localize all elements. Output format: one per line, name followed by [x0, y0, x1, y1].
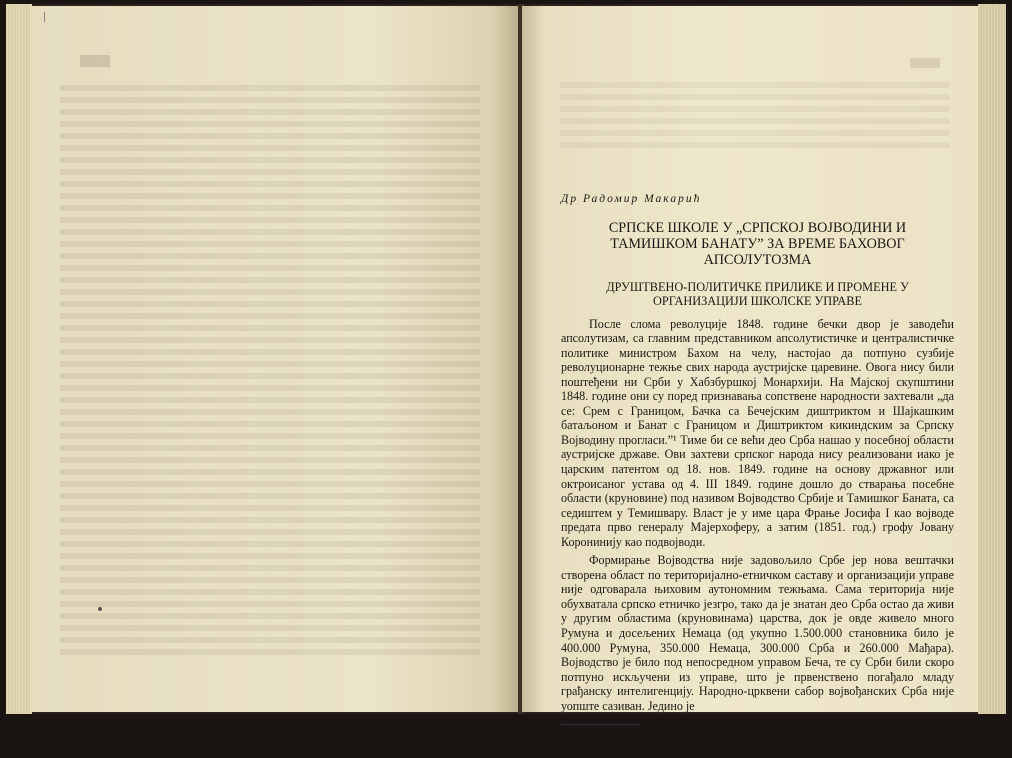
article: [561, 192, 954, 758]
right-page-showthrough-text: [560, 82, 950, 152]
body-paragraph-1: После слома револуције 1848. године бечки двор је заводећи апсолутизам, са главним представником апсолутистичке и централистичке политике министром Бахом на челу, настојао да потпуно сузбије револуционарне тежње свих народа аустријске царевине. Овога нису били поштеђени ни Срби у Хабзбуршкој Монархији. На Мајској скупштини 1848. године они су поред признавања сопствене народности захтевали „да се: Срем с Границом, Бачка са Бечејским диштриктом и Шајкашким батаљоном и Банат с Границом и Диштриктом кикиндским за Српску Војводину прогласи.”¹ Тиме би се већи део Срба нашао у посебној области аустријске државе. Ови захтеви српског народа нису реализовани иако је царским патентом од 18. нов. 1849. године на основу државног или октроисаног устава од 4. III 1849. године дошло до стварања посебне области (круновине) под називом Војводство Србије и Тамишког Баната, са седиштем у Темишвару. Власт је у име цара Фрање Јосифа I као војводе предата прво генералу Мајерхоферу, а затим (1851. год.) грофу Јовану Коронинију као подвојводи.: [561, 316, 954, 549]
left-page-number-showthrough: [80, 55, 110, 67]
footnote-text: Архива народних споменика, Сербски Летопис — Летопис Матице Српске 8 (1850), 92.: [561, 733, 954, 757]
right-page-number-showthrough: [910, 58, 940, 68]
footnote: [561, 729, 954, 757]
left-page-dot: [98, 607, 102, 611]
section-heading: ДРУШТВЕНО-ПОЛИТИЧКЕ ПРИЛИКЕ И ПРОМЕНЕ У ОРГАНИЗАЦИЈИ ШКОЛСКЕ УПРАВЕ: [606, 279, 909, 308]
article-title: СРПСКЕ ШКОЛЕ У „СРПСКОЈ ВОЈВОДИНИ И ТАМИШКОМ БАНАТУ” ЗА ВРЕМЕ БАХОВОГ АПСОЛУТОЗМА: [608, 219, 907, 268]
footnote-marker: 1: [575, 730, 579, 740]
left-page-showthrough-text: [60, 85, 480, 655]
page-stack-right: [978, 4, 1006, 714]
page-stack-left: [6, 4, 32, 714]
left-page-mark: [44, 12, 45, 22]
footnote-rule: [561, 724, 641, 725]
body-paragraph-2: Формирање Војводства није задовољило Србе јер нова вештачки створена област по територијално-етничком саставу и организацији управе није одговарала њиховим аутономним тежњама. Сама територија није обухватала српско етничко језгро, тако да је знатан део Срба остао да живи у другим областима (круновинама) царства, док је овде живело много Румуна и досељених Немаца (од укупно 1.500.000 становника било је 400.000 Румуна, 350.000 Немаца, 300.000 Срба и 260.000 Мађара). Војводство је било под непосредном управом Беча, те су Срби били скоро потпуно искључени из управе, што је првенствено погађало младу грађанску интелигенцију. Народно-црквени сабор војвођанских Срба није уопште сазиван. Једино је: [561, 553, 954, 713]
author-name: Др Радомир Макарић: [561, 193, 702, 205]
